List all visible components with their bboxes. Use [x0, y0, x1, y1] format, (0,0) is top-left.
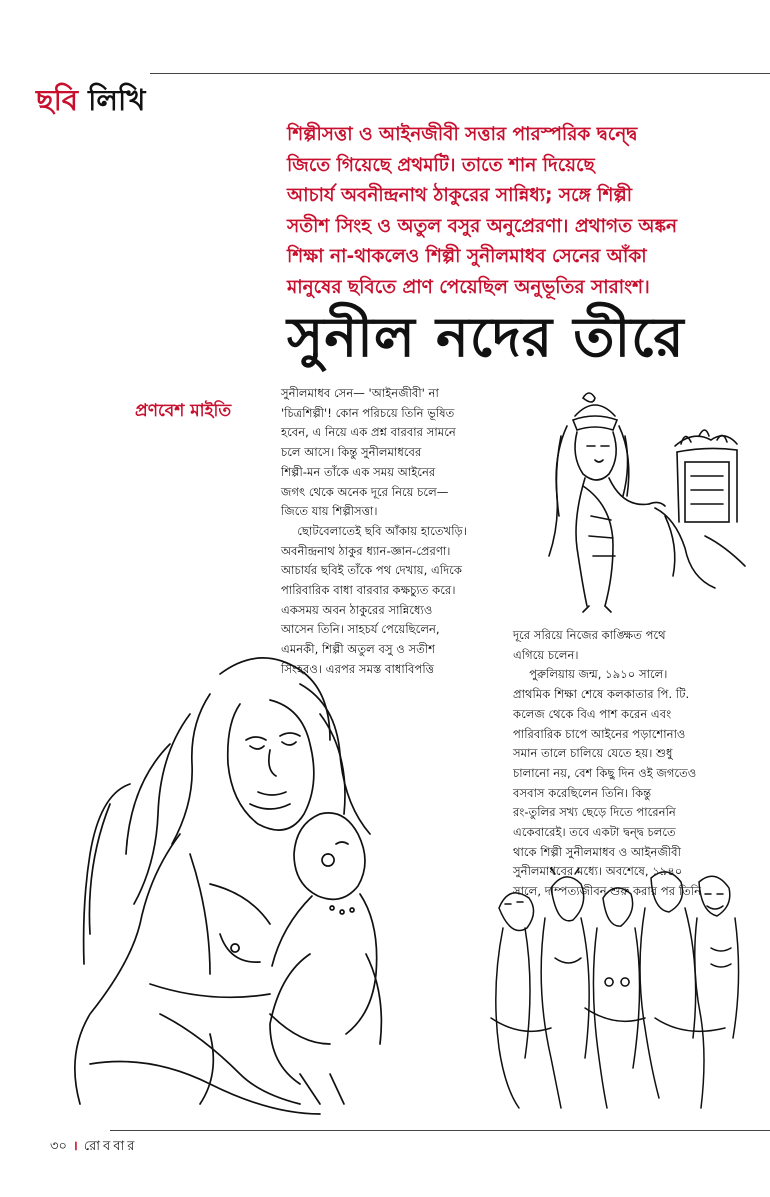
standfirst: [287, 120, 757, 303]
text-line: সুনীলমাধবের মধ্যে। অবশেষে, ১৯৪০: [513, 864, 683, 879]
text-line: সিংহরও। এরপর সমস্ত বাধাবিপত্তি: [281, 661, 434, 676]
header-rule: [150, 73, 770, 74]
text-line: অবনীন্দ্রনাথ ঠাকুর ধ্যান-জ্ঞান-প্রেরণা।: [281, 543, 451, 558]
mother-and-child-drawing-icon: [70, 654, 470, 1124]
text-line: শিল্পী-মন তাঁকে এক সময় আইনের: [281, 464, 436, 479]
text-line: সালে, দাম্পত্যজীবন শুরু করার পর তিনি: [513, 884, 702, 899]
text-line: সুনীলমাধব সেন— 'আইনজীবী' না: [281, 386, 439, 400]
standfirst-line: আচার্য অবনীন্দ্রনাথ ঠাকুরের সান্নিধ্য; সঙ্গে শিল্পী: [287, 185, 633, 206]
text-line: চলে আসে। কিন্তু সুনীলমাধবের: [281, 445, 422, 460]
deity-figure-drawing-icon: [505, 386, 765, 616]
text-line: দূরে সরিয়ে নিজের কাঙ্ক্ষিত পথে: [513, 628, 666, 642]
footer-rule: [110, 1130, 770, 1131]
magazine-name: রোববার: [83, 1139, 138, 1154]
text-line: একেবারেই। তবে একটা দ্বন্দ্ব চলতে: [513, 825, 676, 840]
text-line: পারিবারিক চাপে আইনের পড়াশোনাও: [513, 726, 686, 741]
text-line: আচার্যর ছবিই তাঁকে পথ দেখায়, এদিকে: [281, 563, 462, 578]
section-word-1: ছবি: [36, 83, 79, 117]
text-line: ছোটবেলাতেই ছবি আঁকায় হাতেখড়ি।: [297, 523, 467, 538]
page-number: ৩০: [50, 1139, 67, 1154]
text-line: থাকে শিল্পী সুনীলমাধব ও আইনজীবী: [513, 844, 681, 859]
text-line: হবেন, এ নিয়ে এক প্রশ্ন বারবার সামনে: [281, 425, 456, 440]
text-line: পারিবারিক বাধা বারবার কক্ষচ্যুত করে।: [281, 583, 456, 598]
body-column-1: [281, 384, 501, 680]
headline: সুনীল নদের তীরে: [287, 305, 685, 369]
text-line: 'চিত্রশিল্পী'! কোন পরিচয়ে তিনি ভূষিত: [281, 405, 455, 420]
body-column-2: [513, 626, 733, 902]
text-line: বসবাস করেছিলেন তিনি। কিন্তু: [513, 785, 652, 800]
text-line: এমনকী, শিল্পী অতুল বসু ও সতীশ: [281, 642, 436, 657]
standfirst-line: জিতে গিয়েছে প্রথমটি। তাতে শান দিয়েছে: [287, 154, 595, 176]
page-footer: [50, 1136, 137, 1158]
standfirst-line: শিক্ষা না-থাকলেও শিল্পী সুনীলমাধব সেনের আঁকা: [287, 246, 647, 267]
standfirst-line: সতীশ সিংহ ও অতুল বসুর অনুপ্রেরণা। প্রথাগত অঙ্কন: [287, 215, 678, 237]
text-line: সমান তালে চালিয়ে যেতে হয়। শুধু: [513, 746, 673, 761]
paragraph: [513, 665, 733, 901]
text-line: জগৎ থেকে অনেক দূরে নিয়ে চলে—: [281, 484, 449, 499]
paragraph: [513, 626, 733, 665]
section-title: [36, 78, 145, 127]
text-line: এগিয়ে চলেন।: [513, 647, 579, 662]
text-line: চালানো নয়, বেশ কিছু দিন ওই জগতেও: [513, 765, 697, 780]
paragraph: [281, 384, 501, 522]
author-byline: প্রণবেশ মাইতি: [135, 401, 232, 421]
text-line: আসেন তিনি। সাহচর্য পেয়েছিলেন,: [281, 622, 440, 637]
text-line: পুরুলিয়ায় জন্ম, ১৯১০ সালে।: [529, 667, 668, 682]
text-line: কলেজ থেকে বিএ পাশ করেন এবং: [513, 706, 672, 721]
text-line: একসময় অবন ঠাকুরের সান্নিধ্যেও: [281, 602, 433, 617]
text-line: রং-তুলির সখ্য ছেড়ে দিতে পারেননি: [513, 805, 676, 820]
demon-group-drawing-icon: [485, 868, 745, 1118]
footer-divider: ।: [72, 1139, 78, 1154]
standfirst-line: মানুষের ছবিতে প্রাণ পেয়েছিল অনুভূতির সারাংশ।: [287, 276, 650, 298]
text-line: জিতে যায় শিল্পীসত্তা।: [281, 504, 378, 519]
standfirst-line: শিল্পীসত্তা ও আইনজীবী সত্তার পারস্পরিক দ্বন্দ্বে: [287, 124, 638, 145]
section-word-2: লিখি: [88, 83, 146, 117]
text-line: প্রাথমিক শিক্ষা শেষে কলকাতার পি. টি.: [513, 687, 690, 702]
